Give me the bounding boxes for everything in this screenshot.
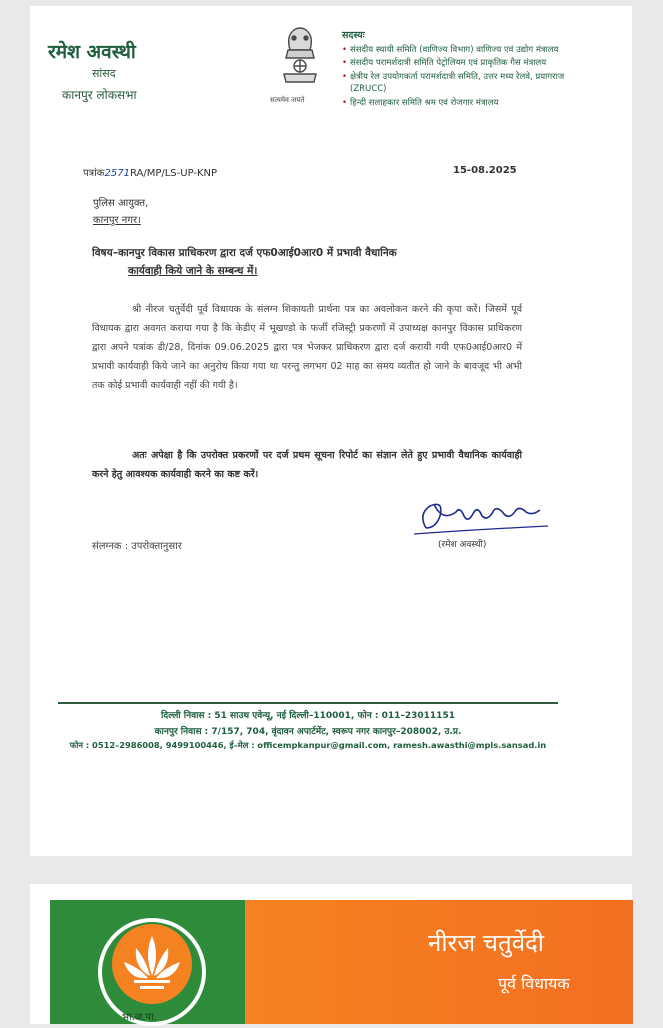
addressee	[93, 195, 148, 229]
footer-divider	[58, 702, 558, 704]
sender-role: सांसद	[92, 67, 116, 80]
subject-line: विषय–कानपुर विकास प्राधिकरण द्वारा दर्ज एफ0आई0आर0 में प्रभावी वैधानिक	[92, 247, 397, 259]
ref-code: RA/MP/LS-UP-KNP	[129, 168, 218, 179]
letter-date: 15-08.2025	[453, 165, 517, 176]
member-item: • संसदीय परामर्शदात्री समिति पेट्रोलियम एवं प्राकृतिक गैस मंत्रालय	[342, 57, 567, 70]
member-item: • संसदीय स्थायी समिति (वाणिज्य विभाग) वाणिज्य एवं उद्योग मंत्रालय	[342, 44, 567, 57]
emblem-motto: सत्यमेव जयते	[270, 96, 305, 104]
card-name: नीरज चतुर्वेदी	[428, 929, 545, 957]
signer-name: (रमेश अवस्थी)	[438, 540, 487, 550]
addressee-line: कानपुर नगर।	[93, 215, 141, 226]
member-item: • क्षेत्रीय रेल उपयोगकर्ता परामर्शदात्री समिति, उत्तर मध्य रेलवे, प्रयागराज (ZRUCC)	[342, 71, 567, 96]
sender-name: रमेश अवस्थी	[48, 41, 136, 63]
members-heading: सदस्यः	[342, 30, 365, 41]
ref-prefix: पत्रांक	[83, 168, 105, 179]
member-item: • हिन्दी सलाहकार समिति श्रम एवं रोजगार मंत्रालय	[342, 97, 567, 110]
reference-number	[83, 165, 217, 179]
party-name: भा.ज.पा.	[122, 1012, 157, 1023]
footer-delhi-address: दिल्ली निवास : 51 साउथ एवेन्यू, नई दिल्ली–110001, फोन : 011–23011151	[161, 711, 455, 721]
footer-kanpur-address: कानपुर निवास : 7/157, 704, वृंदावन अपार्टमेंट, स्वरूप नगर कानपुर–208002, उ.प्र.	[154, 727, 462, 737]
addressee-line: पुलिस आयुक्त,	[93, 198, 149, 209]
enclosure-note: संलग्नक : उपरोक्तानुसार	[92, 541, 182, 552]
card-title: पूर्व विधायक	[498, 974, 570, 993]
subject	[92, 244, 532, 280]
footer-contact: फोन : 0512–2986008, 9499100446, ई–मेल : officempkanpur@gmail.com, ramesh.awasthi@mpls.sansad.in	[69, 740, 547, 750]
national-emblem-icon	[272, 22, 328, 92]
sender-constituency: कानपुर लोकसभा	[62, 88, 137, 102]
body-paragraph: श्री नीरज चतुर्वेदी पूर्व विधायक के संलग्न शिकायती प्रार्थना पत्र का अवलोकन करने की कृपा करें। जिसमें पूर्व विधायक द्वारा अवगत कराया गया है कि केडीए में भूखण्डो के फर्जी रजिस्ट्री प्रकरणों में उपाध्यक्ष कानपुर विकास प्राधिकरण द्वारा अपने पत्रांक डी/28, दिनांक 09.06.2025 द्वारा पत्र भेजकर प्राधिकरण द्वारा दर्ज करायी गयी एफ0आई0आर0 में प्रभावी कार्यवाही किये जाने का अनुरोध किया गया था परन्तु लगभग 02 माह का समय व्यतीत हो जाने के बावजूद भी अभी तक कोई प्रभावी कार्यवाही नहीं की गयी है।	[92, 304, 522, 391]
body-paragraph: अतः अपेक्षा है कि उपरोक्त प्रकरणों पर दर्ज प्रथम सूचना रिपोर्ट का संज्ञान लेते हुए प्रभावी वैधानिक कार्यवाही करने हेतु आवश्यक कार्यवाही करने का कष्ट करें।	[92, 450, 522, 480]
committee-memberships	[342, 30, 567, 111]
subject-line: कार्यवाही किये जाने के सम्बन्ध में।	[128, 265, 258, 277]
banner-orange	[245, 900, 633, 1024]
ref-handwritten: 2571	[104, 168, 130, 179]
